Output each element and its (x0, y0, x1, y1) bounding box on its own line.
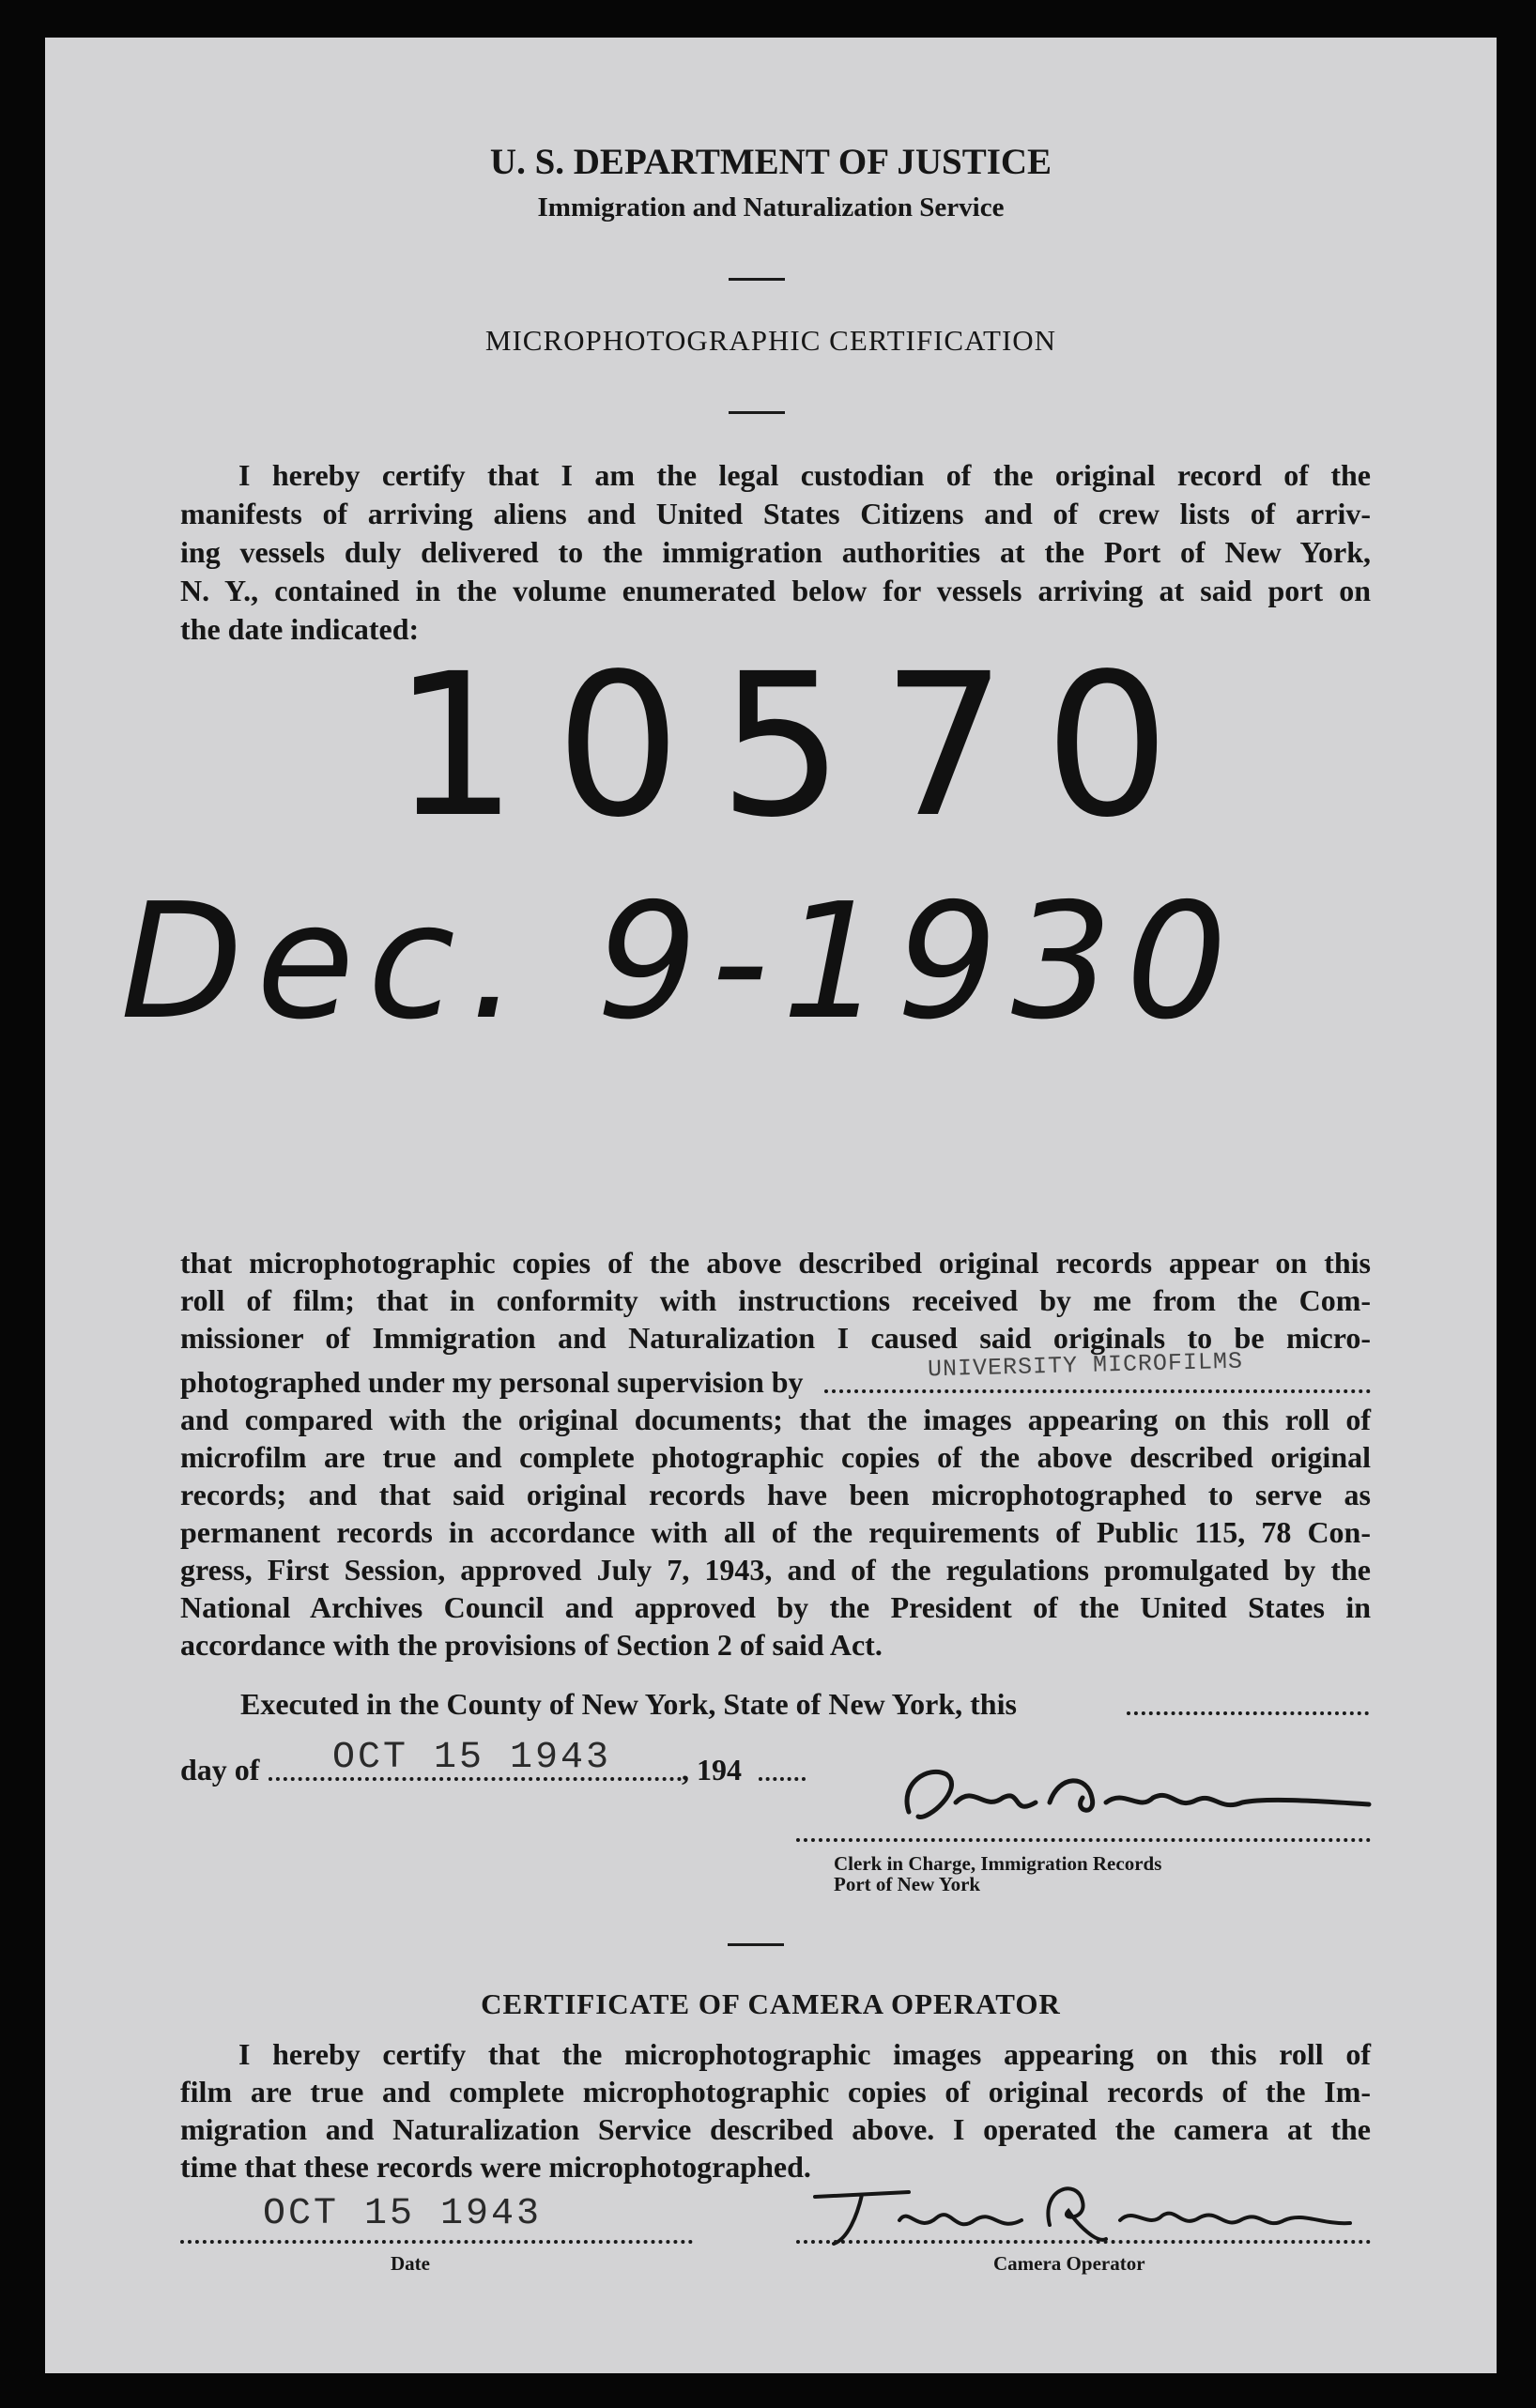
body2-line-3: records; and that said original records have been microphotographed to serve as (180, 1478, 1371, 1511)
body2-line-4: permanent records in accordance with all of the requirements of Public 115, 78 Con- (180, 1515, 1371, 1549)
certification-title: MICROPHOTOGRAPHIC CERTIFICATION (484, 324, 1057, 357)
clerk-signature (871, 1746, 1378, 1849)
camera-operator-label: Camera Operator (993, 2252, 1145, 2275)
header-divider-bottom (729, 411, 785, 414)
camera-date-stamp: OCT 15 1943 (263, 2193, 543, 2235)
supervision-prefix: photographed under my personal supervision by (180, 1365, 804, 1399)
clerk-title-line-2: Port of New York (834, 1873, 981, 1895)
intro-line-3: ing vessels duly delivered to the immigration authorities at the Port of New York, (180, 535, 1371, 569)
handwritten-date: Dec. 9-1930 (120, 869, 1241, 1055)
intro-line-5: the date indicated: (180, 612, 420, 646)
body2-line-7: accordance with the provisions of Section 2 of said Act. (180, 1628, 883, 1662)
body-line-1: that microphotographic copies of the above described original records appear on this (180, 1246, 1371, 1280)
day-of-label: day of (180, 1753, 260, 1787)
executed-date-stamp: OCT 15 1943 (332, 1737, 612, 1779)
intro-line-2: manifests of arriving aliens and United States Citizens and of crew lists of arriv- (180, 497, 1371, 530)
header-divider-top (729, 278, 785, 281)
body-line-2: roll of film; that in conformity with instructions received by me from the Com- (180, 1283, 1371, 1317)
year-prefix: , 194 (682, 1753, 742, 1787)
department-heading: U. S. DEPARTMENT OF JUSTICE (489, 142, 1052, 182)
body2-line-2: microfilm are true and complete photographic copies of the above described original (180, 1440, 1371, 1474)
body2-line-1: and compared with the original documents; that the images appearing on this roll of (180, 1403, 1371, 1436)
handwritten-volume-number: 10570 (392, 631, 1208, 861)
executed-dotted-line (1127, 1711, 1369, 1715)
camera-operator-signature (796, 2169, 1369, 2258)
camera-operator-title: CERTIFICATE OF CAMERA OPERATOR (481, 1987, 1061, 2020)
clerk-signature-line (796, 1838, 1371, 1842)
year-dotted-line (759, 1777, 806, 1781)
body2-line-5: gress, First Session, approved July 7, 1943, and of the regulations promulgated by the (180, 1553, 1371, 1587)
intro-line-1: I hereby certify that I am the legal custodian of the original record of the (238, 458, 1371, 492)
executed-text: Executed in the County of New York, State of New York, this (240, 1687, 1017, 1721)
camera-line-4: time that these records were microphotographed. (180, 2150, 811, 2184)
certificate-page (45, 38, 1497, 2373)
section-divider (728, 1943, 784, 1946)
body-line-3: missioner of Immigration and Naturalization I caused said originals to be micro- (180, 1321, 1371, 1355)
service-subheading: Immigration and Naturalization Service (537, 192, 1005, 222)
camera-line-1: I hereby certify that the microphotographic images appearing on this roll of (238, 2037, 1371, 2071)
clerk-title-line-1: Clerk in Charge, Immigration Records (834, 1852, 1162, 1875)
camera-line-2: film are true and complete microphotographic copies of original records of the Im- (180, 2075, 1371, 2109)
intro-line-4: N. Y., contained in the volume enumerated below for vessels arriving at said port on (180, 574, 1371, 607)
date-label: Date (391, 2252, 430, 2275)
supervision-dotted-line (824, 1389, 1371, 1393)
camera-line-3: migration and Naturalization Service described above. I operated the camera at the (180, 2112, 1371, 2146)
camera-date-line (180, 2240, 693, 2244)
body2-line-6: National Archives Council and approved by the President of the United States in (180, 1590, 1371, 1624)
supervision-stamp: UNIVERSITY MICROFILMS (927, 1347, 1244, 1384)
camera-operator-signature-line (796, 2240, 1371, 2244)
